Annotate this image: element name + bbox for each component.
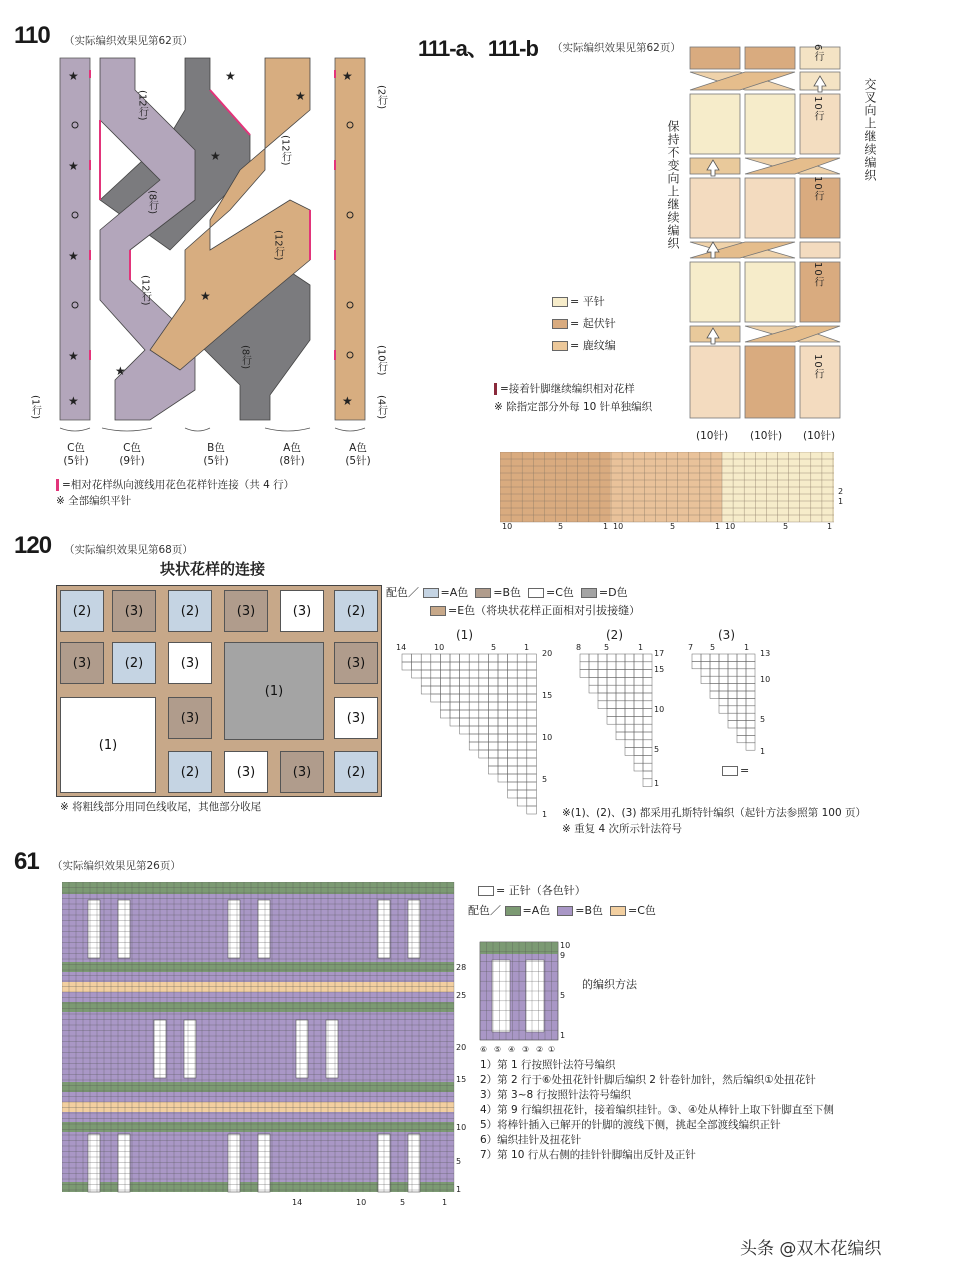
svg-text:5: 5 — [783, 522, 789, 531]
color-legend-61: 配色／ =A色 =B色 =C色 — [468, 904, 656, 917]
svg-text:8: 8 — [576, 643, 582, 652]
svg-text:(8行): (8行) — [146, 190, 158, 215]
svg-text:★: ★ — [200, 289, 211, 303]
row-label-10d: 10行 — [812, 354, 823, 380]
method-label: 的编织方法 — [582, 978, 637, 991]
svg-text:17: 17 — [654, 649, 665, 658]
svg-text:★: ★ — [342, 69, 353, 83]
svg-text:(8行): (8行) — [239, 345, 251, 370]
chart-1-title: (1) — [456, 628, 473, 642]
legend-seed: = 鹿纹编 — [552, 339, 616, 361]
svg-text:15: 15 — [456, 1075, 467, 1084]
svg-text:10: 10 — [613, 522, 624, 531]
step-5: 5）将棒针插入已解开的针脚的渡线下侧，挑起全部渡线编织正针 — [480, 1119, 781, 1131]
keep-up-label: 保持不变向上继续编织 — [666, 120, 680, 250]
note-120-block: ※ 将粗线部分用同色线收尾，其他部分收尾 — [60, 801, 262, 813]
row-label-6: 6行 — [812, 44, 823, 63]
svg-text:1: 1 — [744, 643, 750, 652]
svg-text:★: ★ — [115, 364, 126, 378]
note-111-1: =接着针脚继续编织相对花样 — [494, 382, 635, 397]
svg-text:1: 1 — [827, 522, 833, 531]
legend-plain: = 平针 — [552, 295, 616, 317]
section-111-reference: （实际编织效果见第62页） — [552, 42, 681, 54]
svg-text:13: 13 — [760, 649, 771, 658]
section-61-reference: （实际编织效果见第26页） — [52, 860, 181, 872]
tile-2: (2) — [334, 590, 378, 632]
tile-2: (2) — [168, 751, 212, 793]
svg-text:★: ★ — [68, 349, 79, 363]
cross-up-label: 交叉向上继续编织 — [863, 78, 877, 182]
svg-text:(4行): (4行) — [375, 395, 387, 420]
svg-text:10: 10 — [434, 643, 445, 652]
legend-111 — [552, 295, 616, 361]
svg-text:1: 1 — [603, 522, 609, 531]
row-label-10c: 10行 — [812, 262, 823, 288]
svg-text:10: 10 — [542, 733, 553, 742]
svg-text:★: ★ — [68, 159, 79, 173]
svg-text:7: 7 — [688, 643, 694, 652]
svg-text:(2行): (2行) — [375, 85, 387, 110]
note-110-1: =相对花样纵向渡线用花色花样针连接（共 4 行） — [56, 478, 294, 493]
triangle-chart-1 — [396, 642, 556, 822]
chart-2-title: (2) — [606, 628, 623, 642]
svg-text:5: 5 — [670, 522, 676, 531]
svg-text:14: 14 — [396, 643, 407, 652]
step-7: 7）第 10 行从右侧的挂针针脚编出反针及正针 — [480, 1149, 696, 1161]
lilac-column-left — [60, 58, 90, 420]
tile-3: (3) — [280, 751, 324, 793]
svg-text:5: 5 — [456, 1157, 462, 1166]
tile-1-large: (1) — [60, 697, 156, 793]
svg-text:5: 5 — [400, 1198, 406, 1207]
svg-text:5: 5 — [604, 643, 610, 652]
knit-chart-61 — [62, 882, 474, 1222]
svg-text:10: 10 — [725, 522, 736, 531]
svg-text:10: 10 — [502, 522, 513, 531]
row-label-10a: 10行 — [812, 96, 823, 122]
svg-text:⑥: ⑥ — [480, 1045, 488, 1054]
svg-text:25: 25 — [456, 991, 467, 1000]
svg-text:(12行): (12行) — [139, 275, 151, 306]
svg-text:★: ★ — [210, 149, 221, 163]
svg-text:1: 1 — [760, 747, 766, 756]
tile-2: (2) — [112, 642, 156, 684]
section-111-number: 111-a、111-b — [418, 36, 538, 61]
svg-text:1: 1 — [442, 1198, 448, 1207]
note-120-a: ※(1)、(2)、(3) 都采用孔斯特针编织（起针方法参照第 100 页） — [562, 807, 866, 819]
tile-1-large: (1) — [224, 642, 324, 740]
legend-garter: = 起伏针 — [552, 317, 616, 339]
zhen-legend: = 正针（各色针） — [478, 882, 586, 898]
svg-text:★: ★ — [295, 89, 306, 103]
triangle-chart-3 — [688, 642, 788, 762]
svg-text:(1行): (1行) — [29, 395, 41, 420]
svg-text:28: 28 — [456, 963, 467, 972]
svg-text:5: 5 — [558, 522, 564, 531]
svg-text:20: 20 — [456, 1043, 467, 1052]
svg-text:★: ★ — [68, 249, 79, 263]
col-label-2: C色 (9针) — [119, 442, 145, 467]
col-label-1: C色 (5针) — [63, 442, 89, 467]
svg-text:1: 1 — [560, 1031, 566, 1040]
braid-diagram-110 — [20, 50, 400, 470]
step-2: 2）第 2 行于⑥处扭花针针脚后编织 2 针卷针加针，然后编织①处扭花针 — [480, 1074, 816, 1086]
step-6: 6）编织挂针及扭花针 — [480, 1134, 582, 1146]
svg-text:5: 5 — [542, 775, 548, 784]
tile-2: (2) — [60, 590, 104, 632]
svg-text:5: 5 — [760, 715, 766, 724]
tile-3: (3) — [60, 642, 104, 684]
svg-text:5: 5 — [560, 991, 566, 1000]
row-label-10b: 10行 — [812, 176, 823, 202]
stitch-chart-111 — [500, 452, 850, 532]
svg-text:1: 1 — [715, 522, 721, 531]
row-mark: (12行) — [136, 90, 148, 121]
svg-text:(12行): (12行) — [279, 135, 291, 166]
col-stitch-1: (10针) — [696, 430, 729, 442]
section-120-number: 120 — [14, 532, 52, 559]
note-111-2: ※ 除指定部分外每 10 针单独编织 — [494, 401, 653, 413]
mini-chart-61 — [476, 938, 576, 1058]
block-stack-diagram — [685, 42, 855, 442]
tile-3: (3) — [168, 697, 212, 739]
svg-text:★: ★ — [225, 69, 236, 83]
col-label-3: B色 (5针) — [203, 442, 229, 467]
svg-text:1: 1 — [654, 779, 660, 788]
tile-3: (3) — [168, 642, 212, 684]
section-110-number: 110 — [14, 22, 50, 49]
svg-text:1: 1 — [456, 1185, 462, 1194]
tile-3: (3) — [280, 590, 324, 632]
section-120-reference: （实际编织效果见第68页） — [64, 544, 193, 556]
step-4: 4）第 9 行编织扭花针，接着编织挂针。③、④处从棒针上取下针脚直至下侧 — [480, 1104, 834, 1116]
col-label-4: A色 (8针) — [279, 442, 305, 467]
svg-text:(12行): (12行) — [272, 230, 284, 261]
svg-text:③: ③ — [522, 1045, 530, 1054]
col-stitch-3: (10针) — [803, 430, 836, 442]
svg-text:★: ★ — [68, 394, 79, 408]
svg-text:10: 10 — [456, 1123, 467, 1132]
svg-text:10: 10 — [356, 1198, 367, 1207]
svg-text:①: ① — [548, 1045, 556, 1054]
tile-3: (3) — [112, 590, 156, 632]
svg-text:★: ★ — [342, 394, 353, 408]
col-stitch-2: (10针) — [750, 430, 783, 442]
svg-text:2: 2 — [838, 487, 844, 496]
svg-text:15: 15 — [542, 691, 553, 700]
steps-61 — [480, 1058, 950, 1163]
svg-text:②: ② — [536, 1045, 544, 1054]
step-1: 1）第 1 行按照针法符号编织 — [480, 1059, 616, 1071]
section-110-reference: （实际编织效果见第62页） — [64, 35, 193, 47]
legend-120-e: =E色（将块状花样正面相对引拔接缝） — [430, 602, 640, 618]
svg-text:1: 1 — [838, 497, 844, 506]
svg-text:10: 10 — [560, 941, 571, 950]
svg-text:1: 1 — [524, 643, 530, 652]
svg-text:10: 10 — [654, 705, 665, 714]
svg-text:1: 1 — [542, 810, 548, 819]
svg-text:14: 14 — [292, 1198, 303, 1207]
svg-text:10: 10 — [760, 675, 771, 684]
svg-text:★: ★ — [68, 69, 79, 83]
section-61-number: 61 — [14, 848, 39, 875]
step-3: 3）第 3~8 行按照针法符号编织 — [480, 1089, 632, 1101]
symbol-legend-120: = — [722, 764, 749, 777]
tile-2: (2) — [334, 751, 378, 793]
svg-text:20: 20 — [542, 649, 553, 658]
legend-120: 配色／ =A色 =B色 =C色 =D色 — [386, 586, 628, 599]
section-120-title: 块状花样的连接 — [160, 560, 266, 578]
tile-3: (3) — [224, 751, 268, 793]
tile-3: (3) — [334, 642, 378, 684]
svg-text:1: 1 — [638, 643, 644, 652]
tile-2: (2) — [168, 590, 212, 632]
tan-column-right — [335, 58, 365, 420]
tile-3: (3) — [334, 697, 378, 739]
col-label-5: A色 (5针) — [345, 442, 371, 467]
tile-3: (3) — [224, 590, 268, 632]
note-110-2: ※ 全部编织平针 — [56, 495, 132, 507]
svg-text:15: 15 — [654, 665, 665, 674]
svg-text:9: 9 — [560, 951, 566, 960]
chart-3-title: (3) — [718, 628, 735, 642]
svg-text:5: 5 — [710, 643, 716, 652]
note-120-b: ※ 重复 4 次所示针法符号 — [562, 823, 682, 835]
svg-text:(10行): (10行) — [375, 345, 387, 376]
svg-text:5: 5 — [491, 643, 497, 652]
svg-text:④: ④ — [508, 1045, 516, 1054]
svg-text:5: 5 — [654, 745, 660, 754]
watermark: 头条 @双木花编织 — [740, 1239, 882, 1259]
triangle-chart-2 — [576, 642, 676, 792]
svg-text:⑤: ⑤ — [494, 1045, 502, 1054]
